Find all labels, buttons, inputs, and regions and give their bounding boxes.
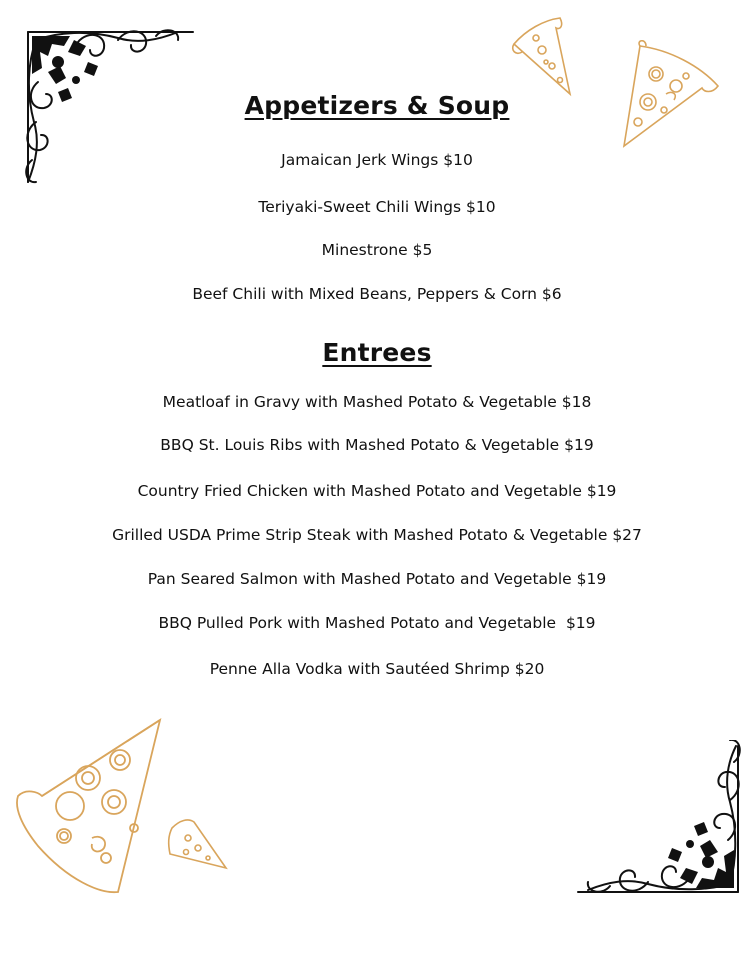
menu-item: Teriyaki-Sweet Chili Wings $10 [258, 198, 496, 216]
menu-item: BBQ St. Louis Ribs with Mashed Potato & Vegetable $19 [160, 436, 594, 454]
menu-item: Meatloaf in Gravy with Mashed Potato & Vegetable $18 [162, 393, 592, 411]
menu-item: Country Fried Chicken with Mashed Potato and Vegetable $19 [137, 482, 617, 500]
menu-item: Beef Chili with Mixed Beans, Peppers & Corn $6 [192, 285, 562, 303]
menu-item: Penne Alla Vodka with Sautéed Shrimp $20 [209, 660, 545, 678]
menu-item: BBQ Pulled Pork with Mashed Potato and Vegetable $19 [158, 614, 596, 632]
menu-item: Pan Seared Salmon with Mashed Potato and Vegetable $19 [147, 570, 607, 588]
menu-item: Jamaican Jerk Wings $10 [281, 151, 473, 169]
section-title-appetizers: Appetizers & Soup [244, 91, 510, 120]
menu-item: Minestrone $5 [321, 241, 433, 259]
section-title-entrees: Entrees [322, 338, 432, 367]
menu-item: Grilled USDA Prime Strip Steak with Mashed Potato & Vegetable $27 [112, 526, 642, 544]
